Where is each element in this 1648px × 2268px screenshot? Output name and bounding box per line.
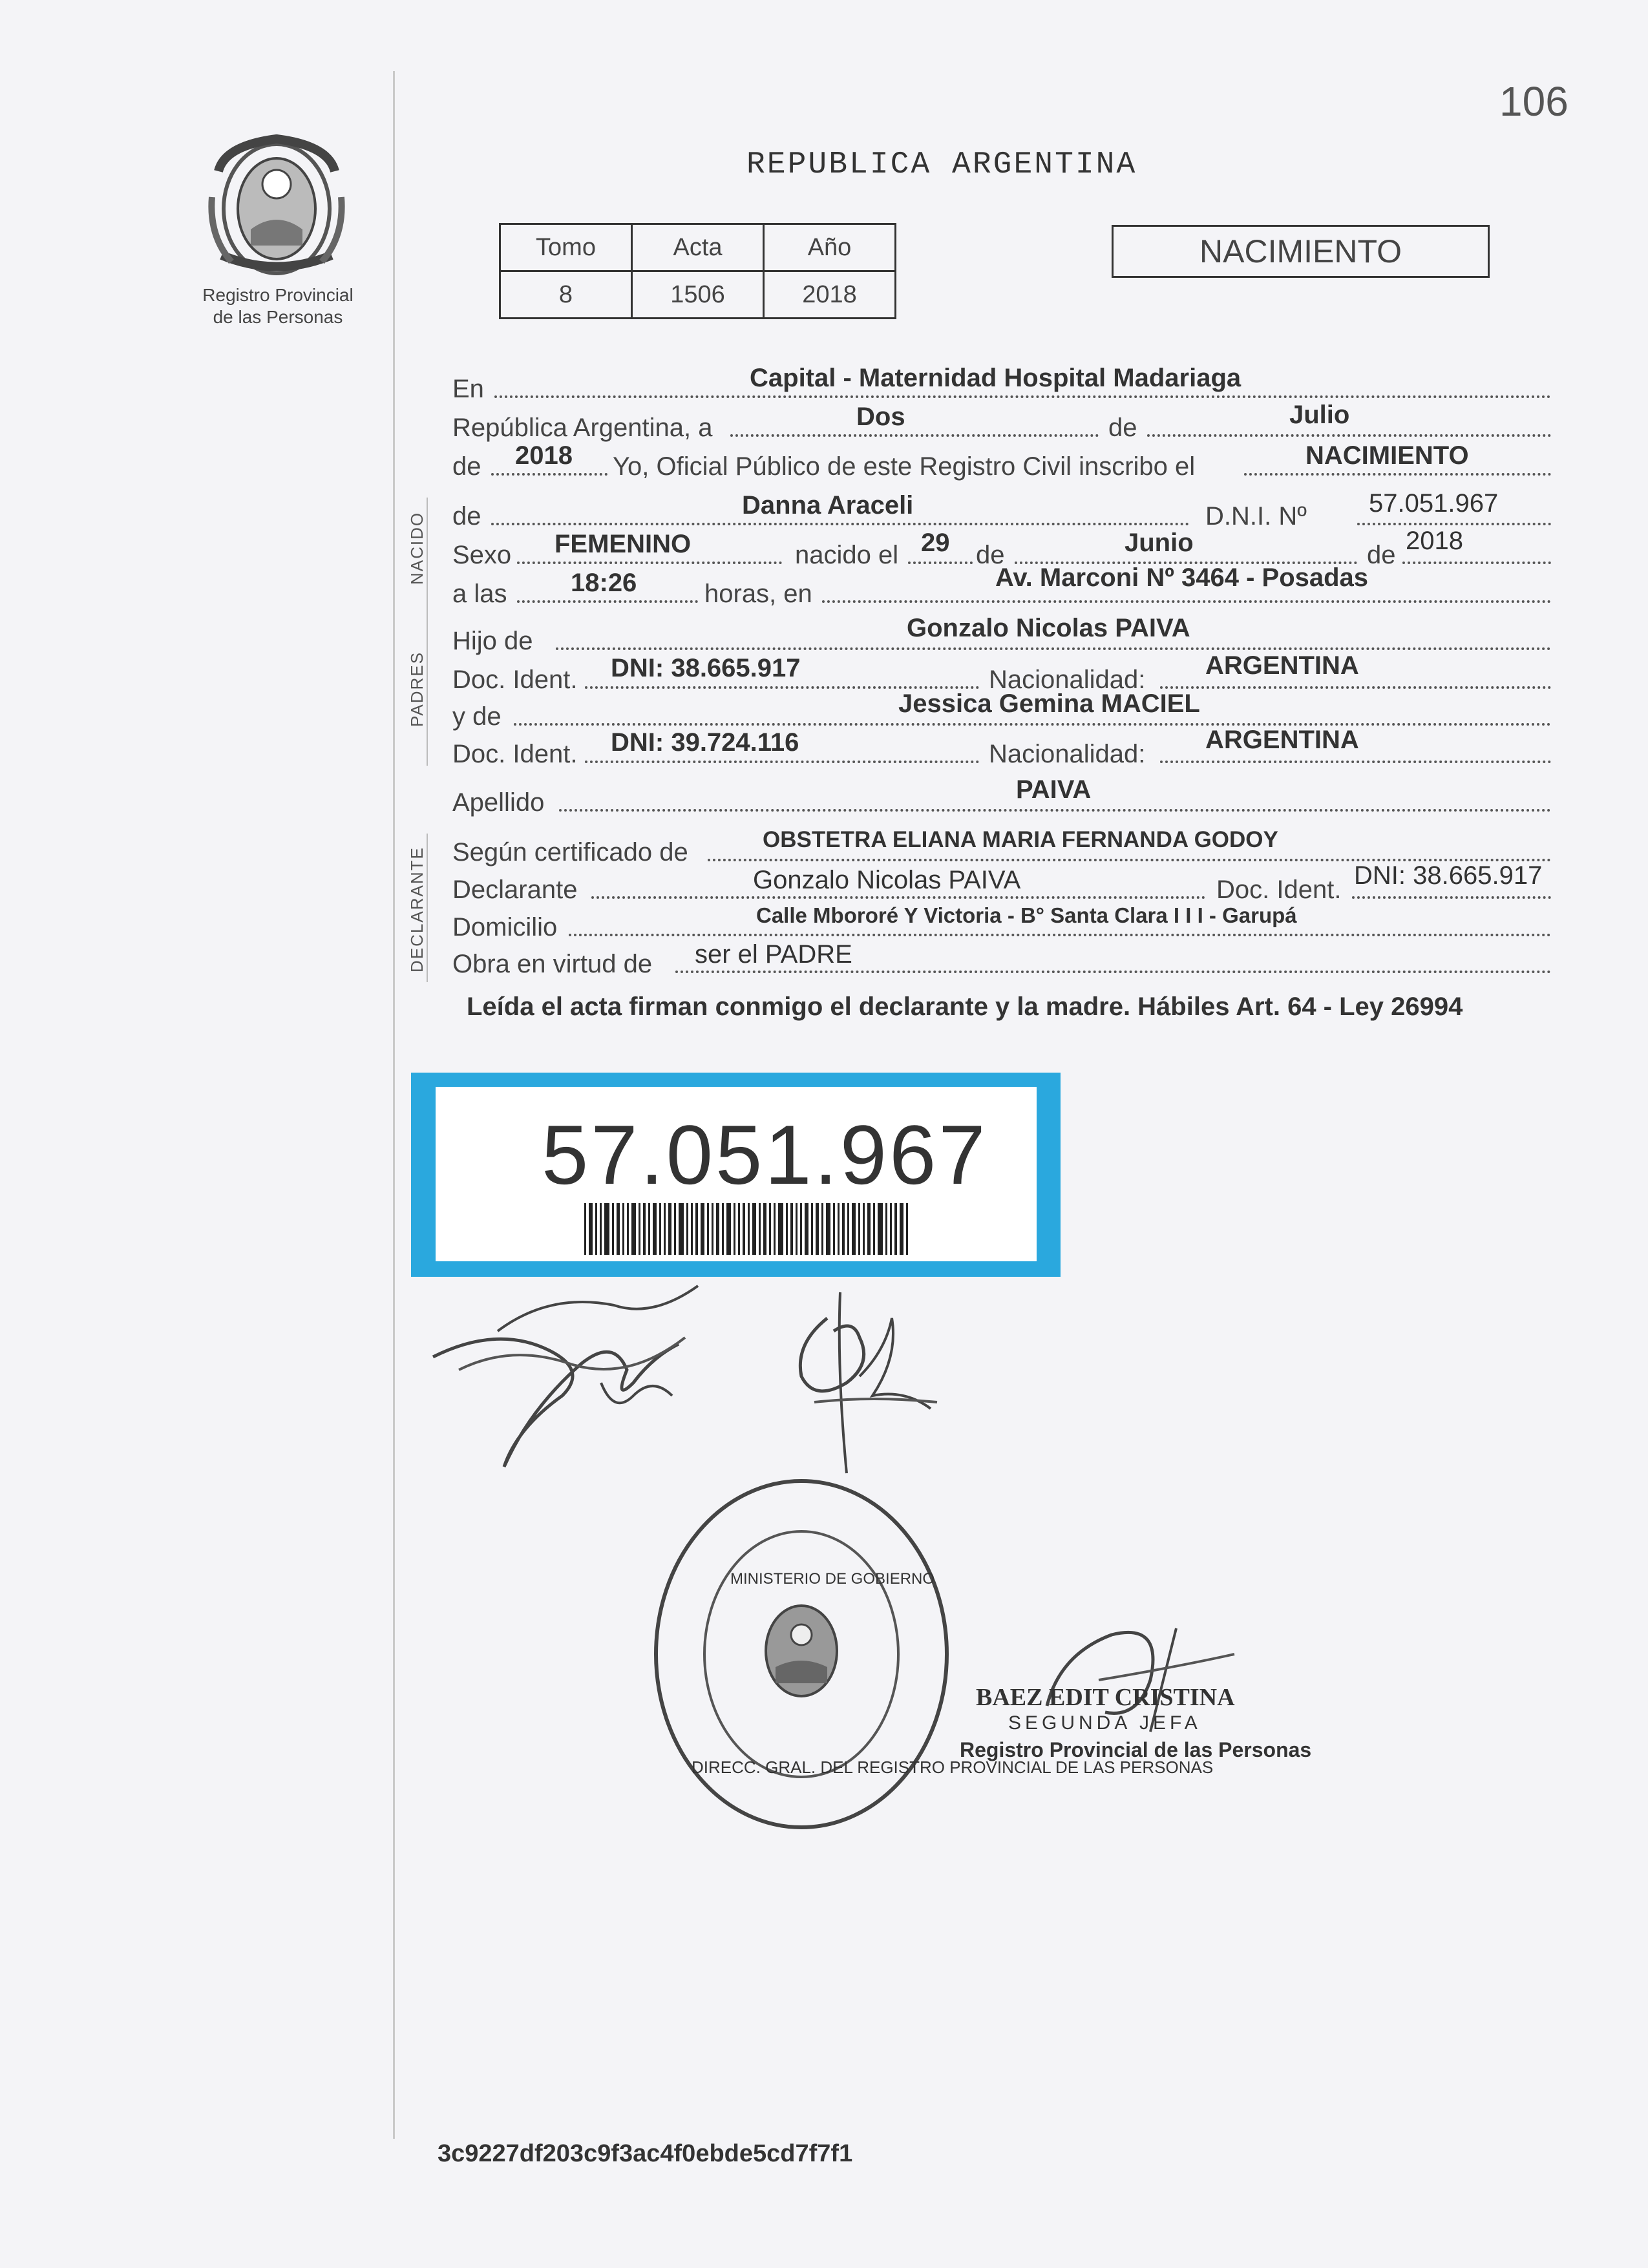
seal-outer-text: DIRECC. GRAL. DEL REGISTRO PROVINCIAL DE LAS PERSONAS [692,1758,1214,1777]
barcode-bar [617,1203,620,1255]
barcode-bar [786,1203,788,1255]
dotted-line [517,600,698,603]
dotted-line [491,473,607,476]
margin-line [393,71,395,2139]
dotted-line [585,761,979,763]
segun-label: Según certificado de [452,838,688,866]
official-signature [1021,1602,1267,1758]
tomo-value: 8 [500,271,632,319]
inscribe-value: NACIMIENTO [1305,441,1469,470]
doc-ident3-label: Doc. Ident. [1216,876,1342,904]
barcode-bar [867,1203,871,1255]
barcode-bar [653,1203,657,1255]
anio-value: 2018 [764,271,896,319]
tomo-header: Tomo [500,224,632,271]
padres-section-label: PADRES [407,651,427,727]
barcode-bar [707,1203,709,1255]
barcode-bar [668,1203,671,1255]
barcode-bar [826,1203,830,1255]
de3-label: de [452,502,481,530]
dotted-line [1160,761,1551,763]
domicilio-label: Domicilio [452,913,558,941]
birth-month-value: Junio [1125,529,1194,557]
barcode-bar [701,1203,704,1255]
barcode-bar [664,1203,666,1255]
father-dni-value: DNI: 38.665.917 [611,654,801,682]
document-hash: 3c9227df203c9f3ac4f0ebde5cd7f7f1 [438,2140,853,2167]
yo-label: Yo, Oficial Público de este Registro Civil inscribo el [613,452,1196,481]
barcode-bar [622,1203,624,1255]
barcode-bar [738,1203,740,1255]
de4-label: de [976,541,1005,569]
official-role: SEGUNDA JEFA [1008,1712,1201,1734]
barcode-bar [833,1203,835,1255]
barcode-bar [852,1203,856,1255]
republica-label: República Argentina, a [452,414,713,442]
registry-name-line2: de las Personas [213,307,343,327]
address-value: Calle Mbororé Y Victoria - B° Santa Clara I I I - Garupá [756,903,1297,927]
month-value: Julio [1289,401,1350,429]
barcode-bar [821,1203,823,1255]
barcode-bar [695,1203,698,1255]
barcode-bar [774,1203,776,1255]
barcode-bar [878,1203,883,1255]
hijo-label: Hijo de [452,627,533,655]
de-label: de [1108,414,1137,442]
barcode-bar [734,1203,735,1255]
declarante-section-label: DECLARANTE [407,846,427,972]
barcode-bar [726,1203,731,1255]
year-value: 2018 [515,441,573,470]
dotted-line [491,523,1189,525]
barcode-bar [805,1203,808,1255]
barcode-bar [686,1203,688,1255]
sexo-label: Sexo [452,541,512,569]
doc-ident2-label: Doc. Ident. [452,740,578,768]
barcode-bar [691,1203,693,1255]
barcode-bar [631,1203,636,1255]
alas-label: a las [452,580,507,608]
barcode-bar [600,1203,602,1255]
barcode-bar [890,1203,892,1255]
barcode-bar [659,1203,661,1255]
en-label: En [452,375,484,403]
barcode-bar [679,1203,684,1255]
barcode-bar [900,1203,903,1255]
barcode-bar [589,1203,593,1255]
certificate-value: OBSTETRA ELIANA MARIA FERNANDA GODOY [763,827,1278,852]
nacido-label: nacido el [795,541,899,569]
doc-ident-label: Doc. Ident. [452,666,578,694]
barcode-bar [639,1203,640,1255]
nacido-section-label: NACIDO [407,511,427,585]
nacionalidad2-label: Nacionalidad: [989,740,1146,768]
barcode-bar [716,1203,719,1255]
dotted-line [822,600,1551,603]
barcode-bar [604,1203,609,1255]
mother-name-value: Jessica Gemina MACIEL [898,689,1200,718]
barcode-bar [838,1203,840,1255]
barcode-bar [790,1203,793,1255]
day-value: Dos [856,403,905,431]
barcode-bar [752,1203,756,1255]
apellido-label: Apellido [452,788,545,817]
barcode-bar [842,1203,845,1255]
birth-year-value: 2018 [1406,527,1463,555]
dotted-line [675,971,1551,973]
barcode-bar [894,1203,897,1255]
barcode-bar [643,1203,646,1255]
dotted-line [730,434,1099,437]
declarant-signature [420,1266,711,1499]
barcode-bar [858,1203,860,1255]
birth-time-value: 18:26 [571,569,637,597]
barcode-bar [769,1203,771,1255]
acta-header: Acta [632,224,764,271]
provincial-crest-logo [206,132,348,281]
barcode-bar [743,1203,745,1255]
official-name: BAEZ EDIT CRISTINA [976,1684,1235,1711]
barcode-bar [584,1203,586,1255]
closing-statement: Leída el acta firman conmigo el declarante y la madre. Hábiles Art. 64 - Ley 26994 [467,992,1463,1021]
barcode-bar [627,1203,629,1255]
sex-value: FEMENINO [555,530,692,558]
birth-place-value: Av. Marconi Nº 3464 - Posadas [995,563,1369,592]
barcode-bar [796,1203,798,1255]
mother-nationality-value: ARGENTINA [1205,726,1359,754]
dotted-line [1352,896,1551,899]
barcode-bar [595,1203,597,1255]
barcode-bar [906,1203,908,1255]
father-nationality-value: ARGENTINA [1205,651,1359,680]
nacionalidad-label: Nacionalidad: [989,666,1146,694]
dni-sticker [411,1073,1061,1277]
acta-value: 1506 [632,271,764,319]
obra-label: Obra en virtud de [452,950,653,978]
de5-label: de [1367,541,1396,569]
dotted-line [1402,562,1551,564]
barcode [584,1203,946,1255]
barcode-bar [759,1203,761,1255]
registry-name-line1: Registro Provincial [202,285,354,305]
barcode-bar [863,1203,865,1255]
barcode-bar [873,1203,875,1255]
dotted-line [517,562,782,564]
record-type-box: NACIMIENTO [1112,225,1490,278]
barcode-bar [748,1203,750,1255]
mother-dni-value: DNI: 39.724.116 [611,728,799,757]
tomo-acta-anio-table [499,223,896,319]
dotted-line [1357,523,1551,525]
dni-label: D.N.I. Nº [1205,502,1307,530]
horas-label: horas, en [704,580,812,608]
barcode-bar [885,1203,887,1255]
declarant-dni-value: DNI: 38.665.917 [1354,861,1543,890]
place-value: Capital - Maternidad Hospital Madariaga [750,364,1241,392]
surname-value: PAIVA [1016,775,1092,804]
barcode-bar [763,1203,766,1255]
barcode-bar [816,1203,819,1255]
dotted-line [1160,686,1551,689]
barcode-bar [712,1203,713,1255]
declarant-name-value: Gonzalo Nicolas PAIVA [753,866,1021,894]
dotted-line [514,723,1551,726]
father-name-value: Gonzalo Nicolas PAIVA [907,614,1190,642]
dotted-line [585,686,979,689]
child-name-value: Danna Araceli [742,491,914,520]
mother-signature [776,1279,944,1486]
registry-name [162,284,394,328]
child-dni-value: 57.051.967 [1369,489,1499,518]
dotted-line [1244,473,1551,476]
page-number: 106 [1499,78,1569,125]
official-office: Registro Provincial de las Personas [960,1738,1312,1761]
sticker-dni-number: 57.051.967 [542,1108,988,1202]
dotted-line [908,562,973,564]
barcode-bar [648,1203,650,1255]
barcode-bar [722,1203,724,1255]
dotted-line [559,809,1551,812]
barcode-bar [811,1203,813,1255]
declarante-label: Declarante [452,876,578,904]
dotted-line [494,395,1551,398]
reason-value: ser el PADRE [695,940,852,969]
barcode-bar [674,1203,676,1255]
barcode-bar [612,1203,614,1255]
anio-header: Año [764,224,896,271]
dotted-line [556,647,1551,650]
dotted-line [569,934,1551,936]
dotted-line [1147,434,1551,437]
y-de-label: y de [452,702,502,731]
barcode-bar [778,1203,783,1255]
de2-label: de [452,452,481,481]
document-title: REPUBLICA ARGENTINA [746,147,1137,182]
seal-inner-text: MINISTERIO DE GOBIERNO [730,1570,935,1588]
barcode-bar [847,1203,849,1255]
barcode-bar [800,1203,802,1255]
dotted-line [591,896,1205,899]
birth-day-value: 29 [921,529,950,557]
